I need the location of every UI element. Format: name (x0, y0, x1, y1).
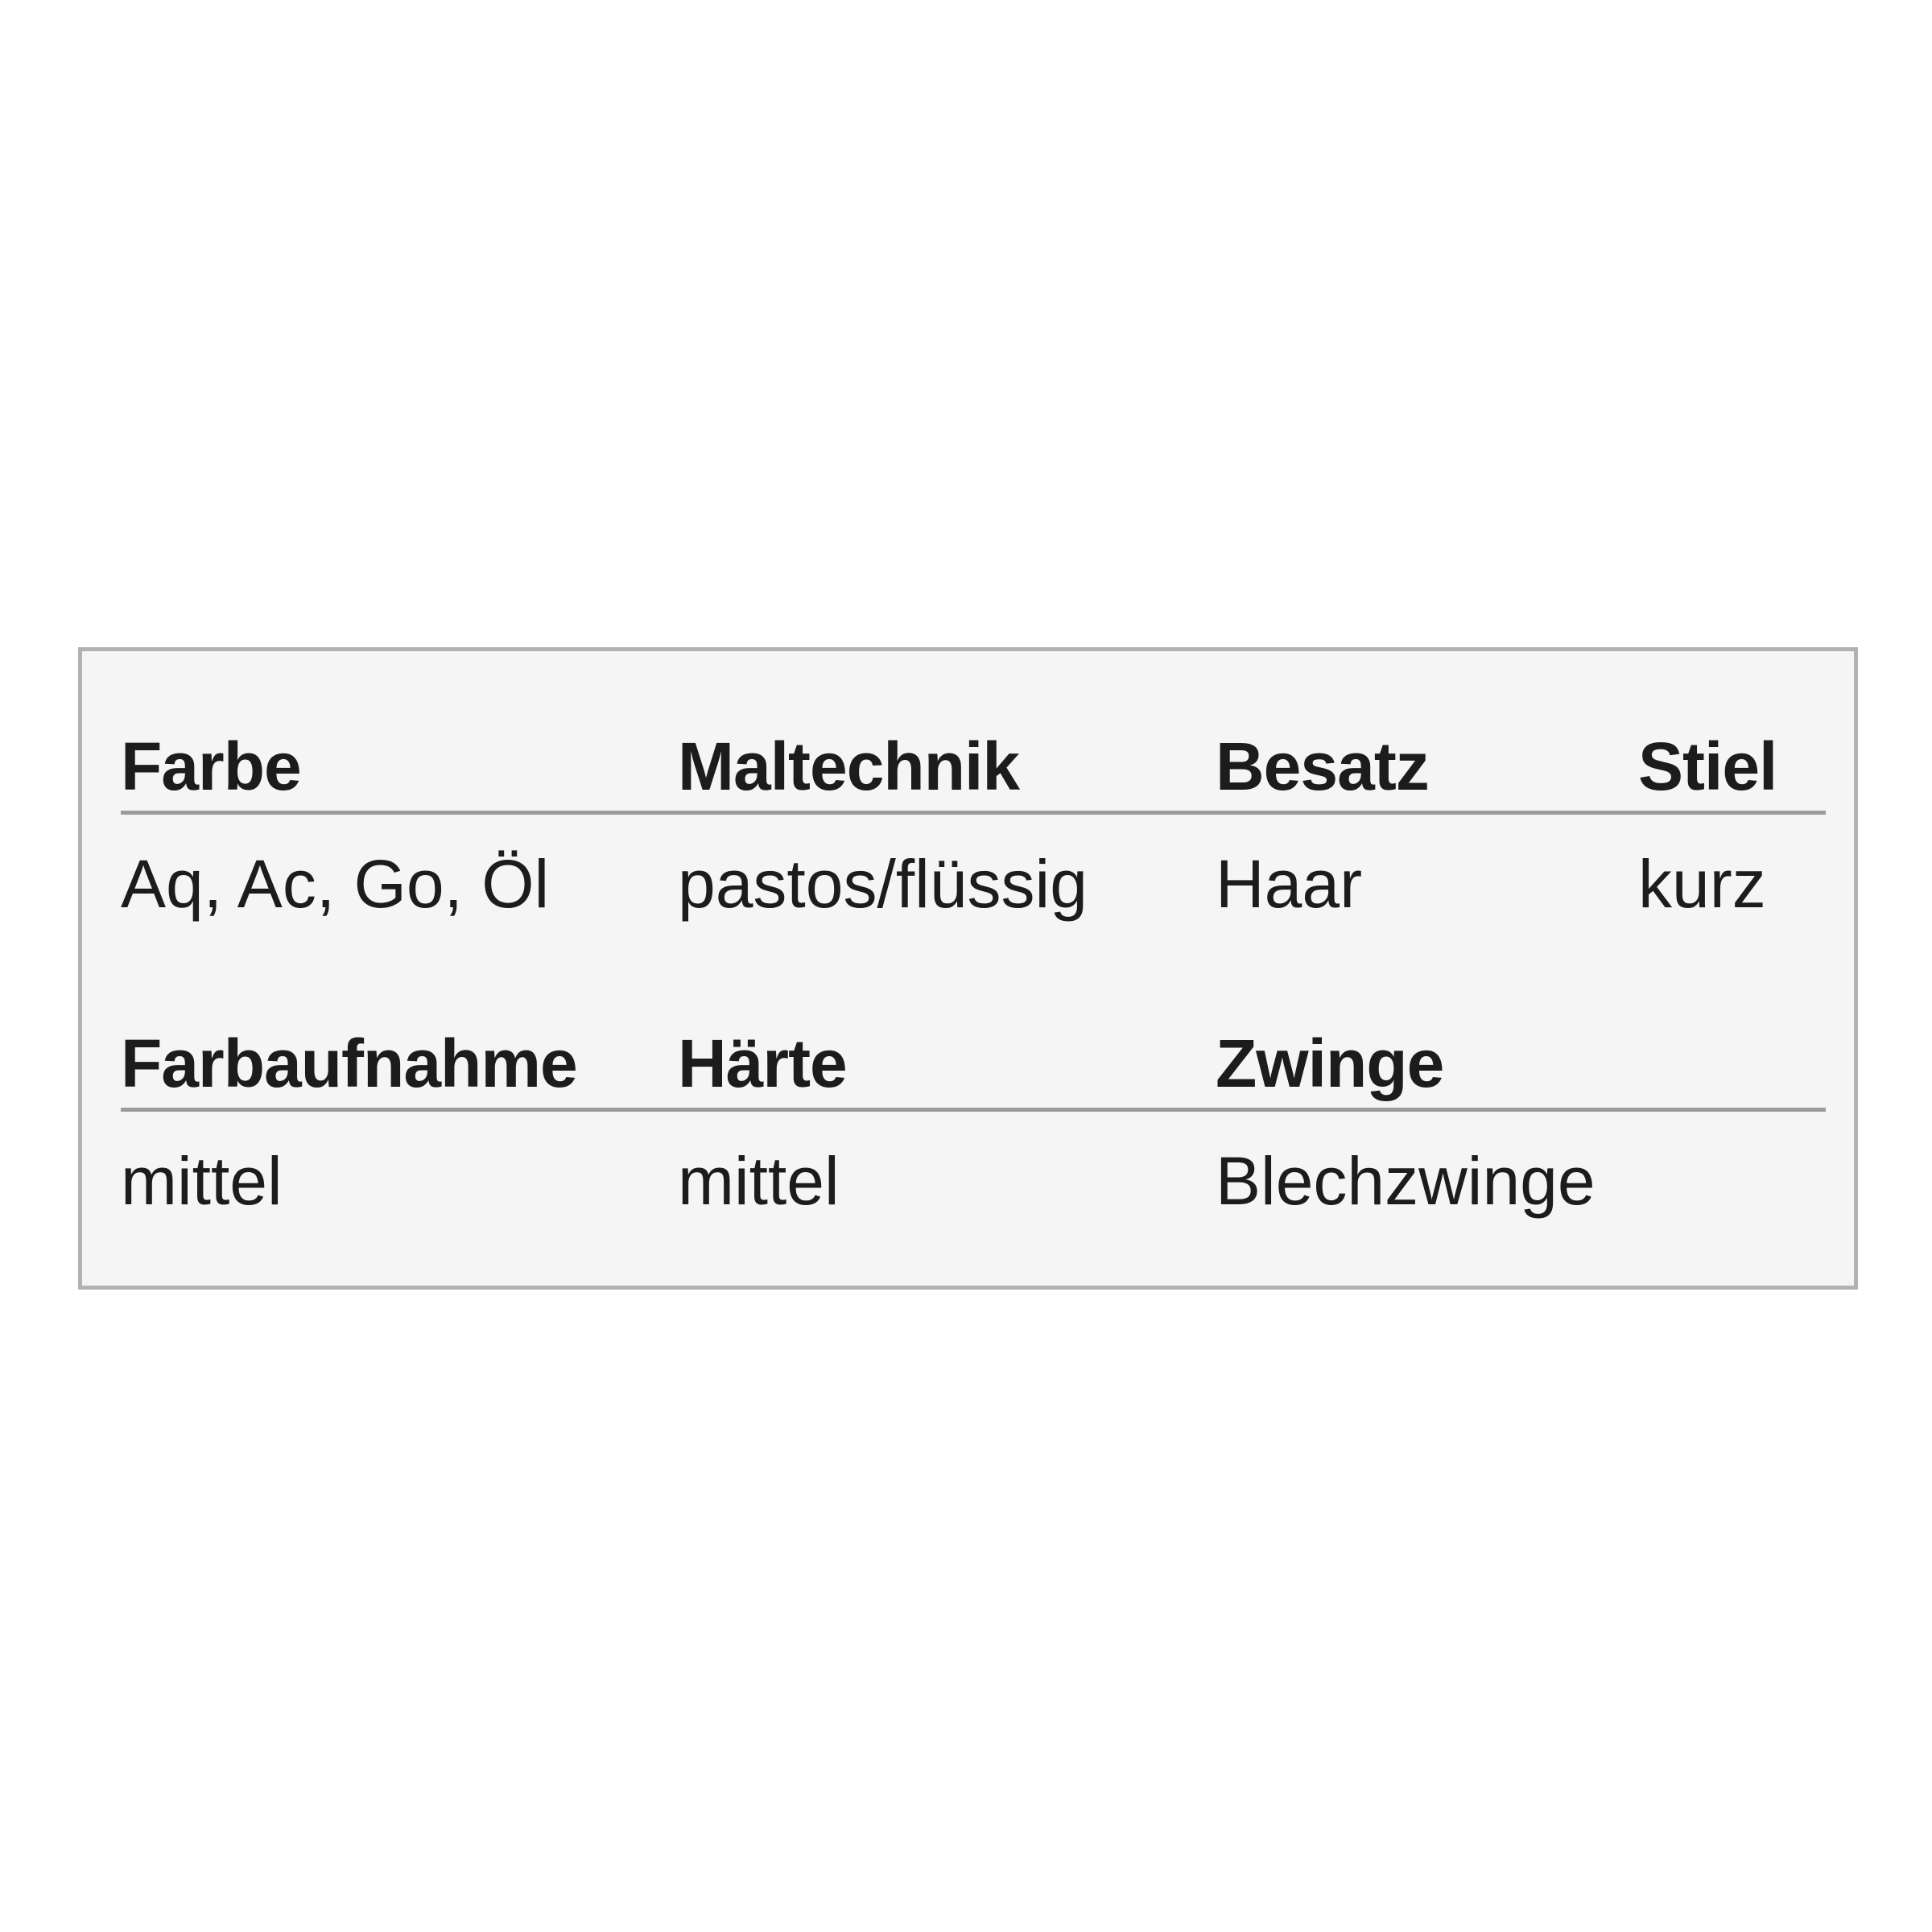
properties-row-2 (121, 1026, 1826, 1292)
property-label: Härte (678, 1026, 847, 1101)
property-value: mittel (678, 1143, 840, 1219)
property-haerte (678, 1026, 847, 1219)
property-label: Zwinge (1216, 1026, 1444, 1101)
properties-row-1 (121, 729, 1826, 995)
property-stiel (1638, 729, 1777, 922)
brush-properties-table (78, 647, 1858, 1290)
property-label: Farbaufnahme (121, 1026, 577, 1101)
property-value: kurz (1638, 846, 1766, 922)
property-farbe (121, 729, 550, 922)
property-label: Farbe (121, 729, 301, 804)
property-value: Haar (1216, 846, 1363, 922)
property-value: Blechzwinge (1216, 1143, 1596, 1219)
property-farbaufnahme (121, 1026, 577, 1219)
property-label: Maltechnik (678, 729, 1020, 804)
property-value: pastos/flüssig (678, 846, 1088, 922)
property-besatz (1216, 729, 1429, 922)
header-divider (121, 811, 1826, 815)
property-label: Besatz (1216, 729, 1429, 804)
header-divider (121, 1108, 1826, 1112)
property-maltechnik (678, 729, 1088, 922)
property-value: mittel (121, 1143, 283, 1219)
property-zwinge (1216, 1026, 1596, 1219)
property-label: Stiel (1638, 729, 1777, 804)
property-value: Aq, Ac, Go, Öl (121, 846, 550, 922)
